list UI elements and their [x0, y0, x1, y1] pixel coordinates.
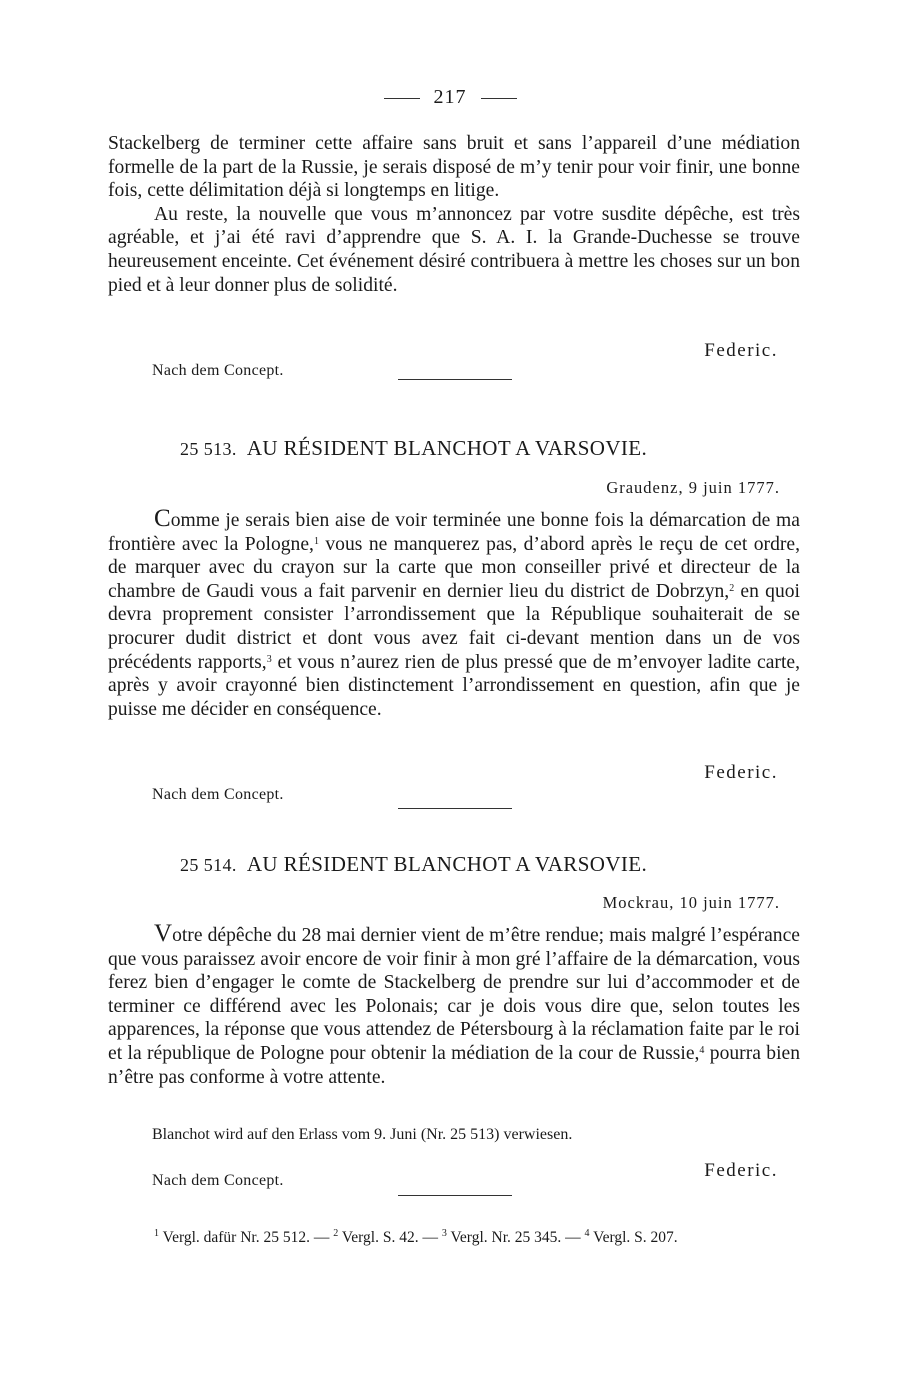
footnote-ref-2: 2 — [729, 582, 735, 594]
intro-paragraph-1: Stackelberg de terminer cette affaire sans bruit et sans l’appareil d’une médiation formelle de la part de la Russie, je serais disposé de m’y tenir pour voir finir, une bonne fois, cette délimitation déjà si longtemps en litige. — [108, 133, 800, 202]
footnote-marker-3: 3 — [441, 1228, 447, 1239]
letter1-text-d: et vous n’aurez rien de plus pressé que de m’envoyer ladite carte, après y avoir crayonné bien distinctement l’arrondissement en question, afin que je puisse me décider en conséquence. — [108, 651, 800, 720]
letter2-initial: V — [154, 920, 173, 947]
footnote-ref-4: 4 — [699, 1044, 705, 1056]
letter1-heading — [180, 436, 647, 461]
intro-text — [108, 132, 800, 297]
letter1-text-c: en quoi devra proprement consister l’arrondissement que la République souhaiterait de se procurer dudit district et dont vous avez fait ci-devant mention dans un de vos précédents rapports, — [108, 580, 800, 673]
footnote-marker-1: 1 — [154, 1228, 159, 1239]
footnote-2: Vergl. S. 42. — — [338, 1229, 442, 1246]
page-number-dash-right — [481, 98, 517, 99]
intro-paragraph-2: Au reste, la nouvelle que vous m’annoncez par votre susdite dépêche, est très agréable, et j’ai été ravi d’apprendre que S. A. I. la Grande-Duchesse se trouve heureusement enceinte. Cet événement désiré contribuera à mettre les choses sur un bon pied et à leur donner plus de solidité. — [108, 203, 800, 296]
letter1-separator — [398, 808, 512, 809]
letter2-date: 10 juin 1777. — [679, 893, 780, 912]
letter2-source: Nach dem Concept. — [152, 1172, 284, 1189]
letter1-title: AU RÉSIDENT BLANCHOT A VARSOVIE. — [246, 436, 648, 460]
intro-source: Nach dem Concept. — [152, 362, 284, 379]
letter1-text-b: vous ne manquerez pas, d’abord après le reçu de cet ordre, de marquer avec du crayon sur la carte que mon conseiller privé et directeur de la chambre de Gaudi vous a fait parvenir en dernier lieu du district de Dobrzyn, — [108, 533, 800, 602]
letter1-dateline — [480, 478, 780, 498]
intro-separator — [398, 379, 512, 380]
footnote-1: Vergl. dafür Nr. 25 512. — — [159, 1229, 334, 1246]
letter2-body — [108, 922, 800, 1089]
footnote-ref-3: 3 — [266, 653, 272, 665]
letter2-text-a: otre dépêche du 28 mai dernier vient de m’être rendue; mais malgré l’espérance que vous paraissez avoir encore de voir finir à mon gré l’affaire de la démarcation, vous ferez bien d’engager le comte de Stackelberg de prendre sur lui d’accommoder et de terminer ce différend avec les Polonais; car je dois vous dire que, selon toutes les apparences, la réponse que vous attendez de Pétersbourg à la réclamation faite par le roi et la république de Pologne pour obtenir la médiation de la cour de Russie, — [108, 925, 800, 1064]
letter1-place: Graudenz, — [606, 478, 684, 497]
letter2-note: Blanchot wird auf den Erlass vom 9. Juni (Nr. 25 513) verwiesen. — [152, 1126, 573, 1143]
letter2-number: 25 514. — [180, 855, 237, 875]
footnote-ref-1: 1 — [313, 535, 319, 547]
page-number — [0, 86, 900, 109]
letter1-date: 9 juin 1777. — [688, 478, 780, 497]
letter1-source: Nach dem Concept. — [152, 786, 284, 803]
letter2-text-b: pourra bien n’être pas conforme à votre attente. — [108, 1042, 801, 1088]
letter2-signature: Federic. — [704, 1160, 778, 1181]
letter2-place: Mockrau, — [602, 893, 675, 912]
letter2-dateline — [480, 893, 780, 913]
letter1-body — [108, 507, 800, 721]
letter2-heading — [180, 852, 647, 877]
footnote-4: Vergl. S. 207. — [589, 1229, 678, 1246]
letter2-title: AU RÉSIDENT BLANCHOT A VARSOVIE. — [246, 852, 648, 876]
letter2-separator — [398, 1195, 512, 1196]
letter1-initial: C — [154, 505, 171, 532]
letter1-text-a: omme je serais bien aise de voir terminée une bonne fois la démarcation de ma frontière avec la Pologne, — [108, 510, 800, 555]
footnote-marker-4: 4 — [584, 1228, 590, 1239]
letter1-signature: Federic. — [704, 762, 778, 783]
intro-signature: Federic. — [704, 340, 778, 361]
footnote-3: Vergl. Nr. 25 345. — — [446, 1229, 585, 1246]
footnote-marker-2: 2 — [333, 1228, 339, 1239]
letter2-paragraph — [108, 922, 800, 1089]
letter1-paragraph — [108, 507, 800, 721]
page-number-value: 217 — [433, 86, 467, 108]
letter1-number: 25 513. — [180, 439, 237, 459]
page-number-dash-left — [384, 98, 420, 99]
footnotes — [108, 1226, 800, 1249]
